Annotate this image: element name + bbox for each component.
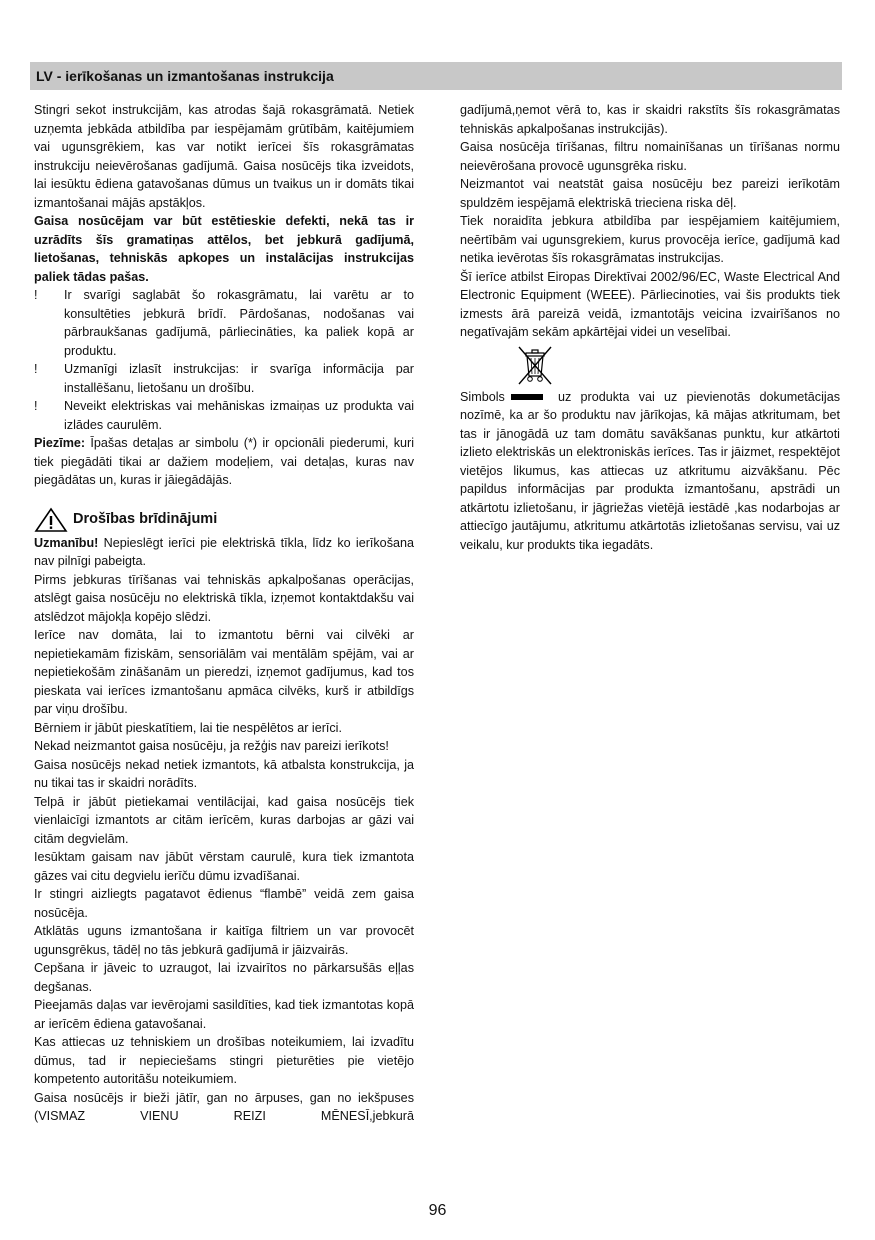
note-label: Piezīme:: [34, 436, 86, 450]
safety-paragraph: Pieejamās daļas var ievērojami sasildīties, kad tiek izmantotas kopā ar ierīcēm ēdiena gatavošanai.: [34, 998, 414, 1031]
black-bar-icon: [511, 394, 543, 400]
safety-paragraph: Cepšana ir jāveic to uzraugot, lai izvairītos no pārkarsušās eļļas degšanas.: [34, 961, 414, 994]
bullet-text: Ir svarīgi saglabāt šo rokasgrāmatu, lai varētu ar to konsultēties jebkurā brīdī. Pārdošanas, nodošanas vai pārbraukšanas gadījumā, pārliecināties, ka paliek kopā ar produktu.: [64, 288, 414, 358]
bullet-item: [34, 397, 414, 434]
page-number: 96: [428, 1202, 447, 1219]
intro-paragraph: Stingri sekot instrukcijām, kas atrodas šajā rokasgrāmatā. Netiek uzņemta jebkāda atbildība par iespējamām grūtībām, kaitējumiem vai ugunsgrēkiem, kas var notikt ierīcei šīs rokasgrāmatas instrukciju neievērošanas gadījumā. Gaisa nosūcējs tika izveidots, lai iesūktu ēdiena gatavošanas dūmus un tvaikus un ir domāts tikai izmantošanai mājās apstākļos.: [34, 103, 414, 210]
note-text: Īpašas detaļas ar simbolu (*) ir opcionāli piederumi, kuri tiek piegādāti tikai ar dažiem modeļiem, vai detaļas, kuras nav piegādātas un, kuras ir jāiegādājās.: [34, 436, 414, 487]
right-column: [460, 101, 840, 554]
symbol-paragraph: [460, 388, 840, 555]
bullet-text: Uzmanīgi izlasīt instrukcijas: ir svarīga informācija par installēšanu, lietošanu un drošību.: [64, 362, 414, 395]
safety-paragraph: Ierīce nav domāta, lai to izmantotu bērni vai cilvēki ar nepietiekamām fiziskām, sensoriālām vai mentālām spējām, vai ar nepietiekošām zināšanām un pieredzi, izņemot gadījumus, kad tos pieskata vai ierīces izmantošanu apmāca cilvēks, kurš ir atbildīgs par viņu drošību.: [34, 628, 414, 716]
safety-paragraph: Nekad neizmantot gaisa nosūcēju, ja režģis nav pareizi ierīkots!: [34, 739, 389, 753]
bullet-mark: !: [34, 399, 38, 413]
safety-paragraph: Pirms jebkuras tīrīšanas vai tehniskās apkalpošanas operācijas, atslēgt gaisa nosūcēju no elektriskā tīkla, izņemot kontaktdakšu vai atslēdzot mājokļa kopējo slēdzi.: [34, 572, 414, 624]
safety-paragraph: Telpā ir jābūt pietiekamai ventilācijai, kad gaisa nosūcējs tiek vienlaicīgi izmantots ar citām ierīcēm, kuras darbojas ar gāzi vai citām degvielām.: [34, 794, 414, 846]
right-paragraph: Tiek noraidīta jebkura atbildība par iespējamiem kaitējumiem, neērtībām vai ugunsgrekiem, kurus provocēja ierīce, gadījumā kad netika ievērotas šīs rokasgrāmatas instrukcijas.: [460, 214, 840, 265]
bullet-item: [34, 286, 414, 360]
bullet-item: [34, 360, 414, 397]
bullet-text: Neveikt elektriskas vai mehāniskas izmaiņas uz produkta vai izlādes caurulēm.: [64, 399, 414, 432]
symbol-before-text: Simbols: [460, 389, 505, 404]
safety-paragraph: Gaisa nosūcējs nekad netiek izmantots, kā atbalsta konstrukcija, ja nu tikai tas ir skaidri norādīts.: [34, 757, 414, 790]
safety-paragraph: Atklātās uguns izmantošana ir kaitīga filtriem un var provocēt ugunsgrēkus, tādēļ no tās jebkurā gadījumā ir jāizvairās.: [34, 924, 414, 957]
bullet-mark: !: [34, 362, 38, 376]
safety-paragraph: Iesūktam gaisam nav jābūt vērstam caurulē, kura tiek izmantota gāzes vai citu degvielu ierīču dūmu izvadīšanai.: [34, 850, 414, 883]
warning-triangle-icon: [34, 507, 68, 533]
left-column: [34, 101, 414, 1126]
safety-paragraph: Gaisa nosūcējs ir bieži jātīr, gan no ārpuses, gan no iekšpuses (VISMAZ VIENU REIZI MĒNESĪ,jebkurā: [34, 1090, 414, 1123]
safety-title: Drošības brīdinājumi: [73, 511, 218, 528]
page-title: LV - ierīkošanas un izmantošanas instrukcija: [36, 68, 334, 84]
safety-paragraph: Bērniem ir jābūt pieskatītiem, lai tie nespēlētos ar ierīci.: [34, 720, 342, 735]
crossed-out-bin-icon: [515, 344, 555, 386]
safety-paragraph: Ir stingri aizliegts pagatavot ēdienus “flambē” veidā zem gaisa nosūcēja.: [34, 887, 414, 920]
right-paragraph: Gaisa nosūcēja tīrīšanas, filtru nomainīšanas un tīrīšanas normu neievērošana provocē ugunsgrēka risku.: [460, 140, 840, 173]
symbol-after-text: uz produkta vai uz pievienotās dokumetācijas nozīmē, ka ar šo produktu nav jārīkojas, kā mājas atkritumam, bet tas ir jānogādā uz tam domātu savākšanas punktu, kur atkārtoti izlieto elektriskās un elektroniskās ierīces. Tas ir jāizmet, respektējot vietējos likumus, kas attiecas uz atkritumu aizvākšanu. Pēc papildus informācijas par produkta izmantošanu, apstrādi un atkārtotu izlietošanu, ir jāgriežas vietējā iestādē ,kas nodarbojas ar attiecīgo jautājumu, atkritumu atkārtotās izlietošanas servisu, vai uz veikalu, kur produkts tika iegadāts.: [460, 389, 840, 552]
note-paragraph: [34, 434, 414, 490]
bullet-mark: !: [34, 288, 38, 302]
attention-text: Nepieslēgt ierīci pie elektriskā tīkla, līdz ko ierīkošana nav pilnīgi pabeigta.: [34, 535, 414, 568]
attention-paragraph: [34, 534, 414, 571]
safety-heading: [34, 506, 414, 534]
weee-symbol-area: [460, 342, 840, 388]
right-paragraph: Šī ierīce atbilst Eiropas Direktīvai 2002/96/EC, Waste Electrical And Electronic Equipment (WEEE). Pārliecinoties, vai šis produkts tiek izmests ārā pareizā veidā, izmantotājs veicina izvairīšanos no negatīvajām sekām apkārtējai videi un veselībai.: [460, 269, 840, 339]
right-paragraph: gadījumā,ņemot vērā to, kas ir skaidri rakstīts šīs rokasgrāmatas tehniskās apkalpošanas instrukcijās).: [460, 103, 840, 136]
header-bar: [30, 62, 842, 90]
attention-label: Uzmanību!: [34, 535, 99, 550]
right-paragraph: Neizmantot vai neatstāt gaisa nosūcēju bez pareizi ierīkotām spuldzēm iespējamā elektriskā trieciena riska dēļ.: [460, 177, 840, 210]
bold-note: Gaisa nosūcējam var būt estētieskie defekti, nekā tas ir uzrādīts šīs gramatiņas attēlos, bet jebkurā gadījumā, lietošanas, tehniskās apkopes un instalācijas instrukcijas paliek tādas pašas.: [34, 214, 414, 284]
safety-paragraph: Kas attiecas uz tehniskiem un drošības noteikumiem, lai izvadītu dūmus, tad ir nepieciešams stingri pieturēties pie vietējo kompetento autoritāšu noteikumiem.: [34, 1035, 414, 1086]
